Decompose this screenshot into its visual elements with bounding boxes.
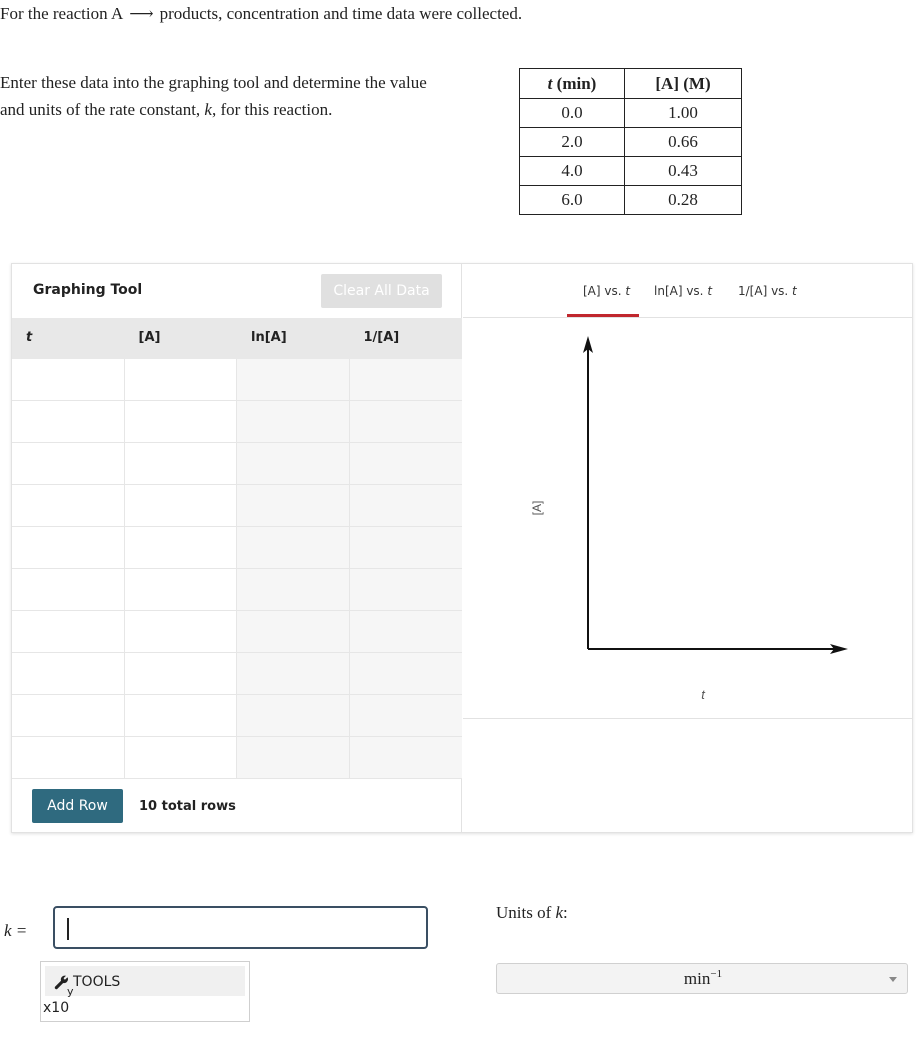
cell-t[interactable]	[12, 569, 125, 610]
plot-svg	[463, 318, 913, 719]
units-label: Units of k:	[496, 903, 568, 922]
tools-subscript: y	[67, 985, 74, 998]
chevron-down-icon	[889, 977, 897, 982]
units-selected-value: $\min^{-1}$	[683, 968, 723, 988]
math-tools-panel	[40, 961, 250, 1022]
cell-t[interactable]	[12, 401, 125, 442]
cell-a[interactable]	[125, 653, 238, 694]
header-time: t (min)	[520, 69, 625, 99]
graphing-tool	[11, 263, 913, 833]
k-value-input[interactable]	[53, 906, 428, 949]
cell-ln-a	[237, 611, 350, 652]
reaction-intro: For the reaction A ⟶ products, concentration and time data were collected.	[0, 4, 523, 23]
cell-ln-a	[237, 401, 350, 442]
cell-a[interactable]	[125, 443, 238, 484]
table-row	[12, 695, 462, 737]
grid-header	[12, 318, 462, 359]
clear-all-data-button[interactable]: Clear All Data	[321, 274, 442, 308]
tools-button[interactable]	[45, 966, 245, 996]
data-table-header	[520, 69, 742, 99]
cell-t[interactable]	[12, 611, 125, 652]
cell-a[interactable]	[125, 569, 238, 610]
cell-t[interactable]	[12, 695, 125, 736]
cell-ln-a	[237, 359, 350, 400]
cell-ln-a	[237, 485, 350, 526]
table-row	[12, 485, 462, 527]
concentration-cell: 0.43	[625, 157, 742, 186]
header-concentration: [A] (M)	[625, 69, 742, 99]
cell-inverse-a	[350, 401, 463, 442]
time-cell: 6.0	[520, 186, 625, 215]
tools-label: TOOLS	[73, 974, 121, 990]
cell-ln-a	[237, 653, 350, 694]
table-row	[12, 737, 462, 779]
cell-a[interactable]	[125, 737, 238, 778]
table-row	[12, 653, 462, 695]
time-cell: 0.0	[520, 99, 625, 128]
cell-inverse-a	[350, 527, 463, 568]
units-dropdown[interactable]	[496, 963, 908, 994]
tab-inverse-a-vs-t[interactable]: 1/[A] vs. t	[738, 284, 797, 298]
cell-a[interactable]	[125, 527, 238, 568]
cell-inverse-a	[350, 569, 463, 610]
table-row	[12, 359, 462, 401]
cell-ln-a	[237, 569, 350, 610]
reaction-arrow: ⟶	[129, 4, 154, 23]
add-row-button[interactable]: Add Row	[32, 789, 123, 823]
cell-inverse-a	[350, 695, 463, 736]
cell-a[interactable]	[125, 611, 238, 652]
graphing-tool-title: Graphing Tool	[33, 282, 143, 298]
cell-inverse-a	[350, 611, 463, 652]
cell-t[interactable]	[12, 653, 125, 694]
cell-t[interactable]	[12, 359, 125, 400]
cell-t[interactable]	[12, 485, 125, 526]
grid-body	[12, 359, 462, 779]
table-row	[12, 443, 462, 485]
data-table	[519, 68, 742, 215]
plot-area[interactable]	[463, 318, 913, 719]
cell-a[interactable]	[125, 359, 238, 400]
time-cell: 2.0	[520, 128, 625, 157]
concentration-cell: 0.66	[625, 128, 742, 157]
k-label: k =	[4, 921, 28, 940]
column-header-a: [A]	[138, 330, 161, 345]
table-row	[12, 611, 462, 653]
time-cell: 4.0	[520, 157, 625, 186]
concentration-cell: 1.00	[625, 99, 742, 128]
text-cursor	[67, 918, 69, 940]
cell-inverse-a	[350, 653, 463, 694]
plot-type-tabs	[463, 264, 913, 318]
table-row	[520, 128, 742, 157]
column-header-inverse-a: 1/[A]	[363, 330, 400, 345]
y-axis-label: [A]	[530, 500, 544, 516]
cell-a[interactable]	[125, 485, 238, 526]
tab-ln-a-vs-t[interactable]: ln[A] vs. t	[654, 284, 713, 298]
instructions: Enter these data into the graphing tool and determine the value and units of the rate constant, k, for this reaction.	[0, 73, 427, 119]
cell-ln-a	[237, 527, 350, 568]
cell-a[interactable]	[125, 695, 238, 736]
cell-inverse-a	[350, 443, 463, 484]
data-entry-grid	[12, 318, 462, 779]
active-tab-indicator	[567, 314, 639, 317]
times-ten-button[interactable]: x10	[43, 1000, 70, 1016]
cell-a[interactable]	[125, 401, 238, 442]
table-row	[520, 157, 742, 186]
table-row	[520, 99, 742, 128]
cell-inverse-a	[350, 485, 463, 526]
table-row	[12, 401, 462, 443]
table-row	[520, 186, 742, 215]
cell-ln-a	[237, 443, 350, 484]
column-header-t: t	[26, 330, 33, 345]
tab-a-vs-t[interactable]: [A] vs. t	[583, 284, 631, 298]
cell-inverse-a	[350, 737, 463, 778]
concentration-cell: 0.28	[625, 186, 742, 215]
cell-inverse-a	[350, 359, 463, 400]
table-row	[12, 569, 462, 611]
column-header-ln-a: ln[A]	[251, 330, 287, 345]
cell-t[interactable]	[12, 527, 125, 568]
table-row	[12, 527, 462, 569]
cell-t[interactable]	[12, 737, 125, 778]
total-rows-count: 10 total rows	[139, 799, 236, 814]
cell-ln-a	[237, 737, 350, 778]
graphing-chart-panel	[463, 264, 913, 832]
cell-t[interactable]	[12, 443, 125, 484]
graphing-data-panel	[12, 264, 462, 832]
cell-ln-a	[237, 695, 350, 736]
x-axis-label: t	[701, 687, 705, 702]
